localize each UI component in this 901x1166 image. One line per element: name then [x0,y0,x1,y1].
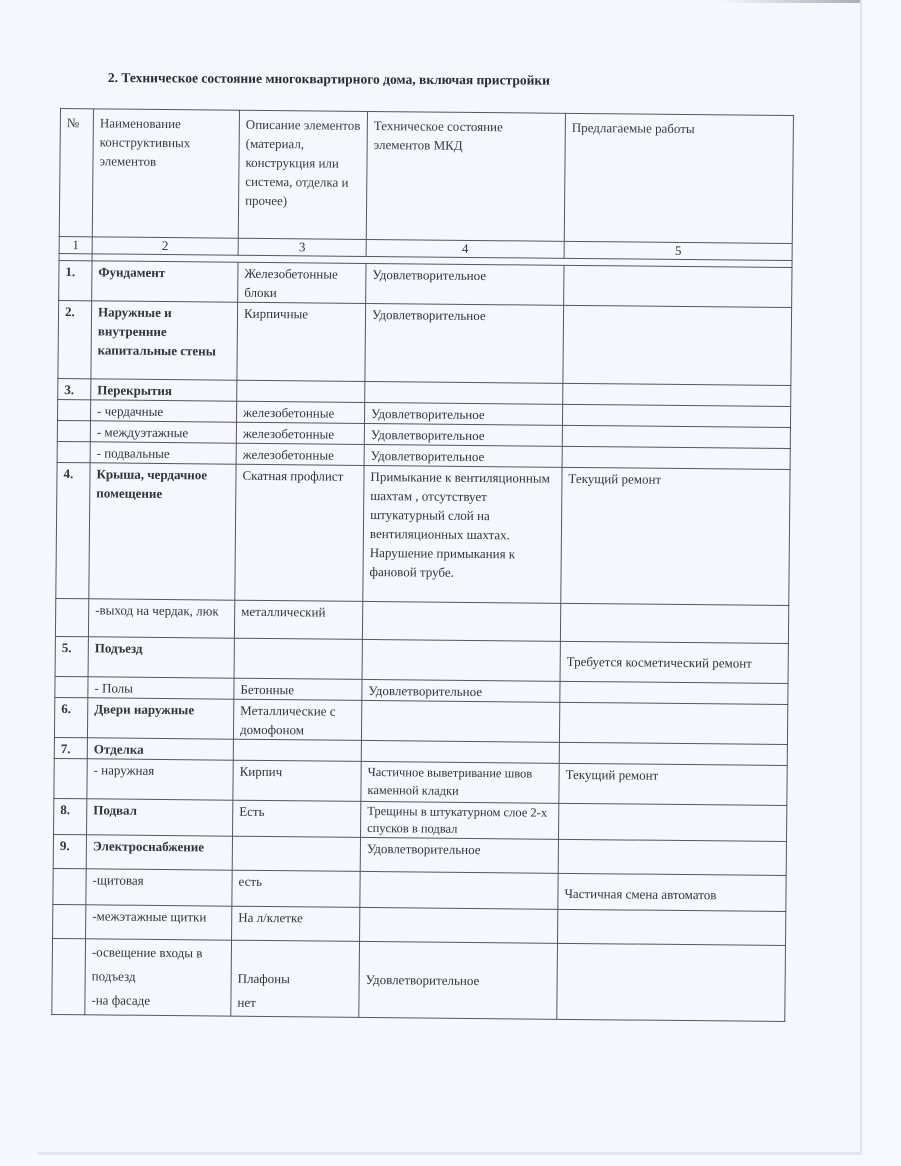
column-number-3: 3 [238,238,366,256]
row-number: 9. [53,834,86,868]
row-number [53,904,86,938]
column-number-4: 4 [366,239,564,258]
element-description-line: нет [237,994,256,1010]
proposed-works [557,943,786,1021]
page-edge-top [720,0,862,3]
element-condition: Удовлетворительное [364,402,562,425]
proposed-works [564,265,792,307]
element-name: - подвальные [90,442,236,464]
proposed-works [562,404,790,427]
proposed-works [562,425,790,448]
proposed-works: Требуется косметический ремонт [560,641,788,683]
proposed-works [558,909,786,945]
element-condition: Удовлетворительное [364,444,562,467]
row-number [55,598,88,636]
element-condition [360,871,558,909]
element-description: железобетонные [236,443,364,465]
element-description: металлический [234,600,362,639]
technical-condition-table [51,108,794,1022]
element-name: Наружные и внутренние капитальные стены [91,301,238,380]
element-condition [361,740,559,763]
element-condition [361,700,559,742]
header-condition: Техническое состояние элементов МКД [366,111,565,241]
element-name: Подвал [87,799,233,836]
technical-condition-table-wrapper [51,108,794,1022]
element-name: Подъезд [88,637,234,678]
element-description-line: Плафоны [237,970,290,987]
row-number: 5. [55,636,88,676]
element-name-line: -освещение входы в подъезд [91,944,203,984]
row-number: 1. [59,260,92,300]
element-description [231,940,360,1017]
proposed-works [558,839,786,875]
element-description: Есть [233,800,361,837]
element-condition: Примыкание к вентиляционным шахтам , отсутствует штукатурный слой на вентиляционных шахтах. Нарушение примыкания к фановой трубе. [363,465,562,603]
element-name: Двери наружные [87,698,233,739]
row-number: 3. [58,378,91,399]
element-condition [362,639,560,681]
element-name: -щитовая [86,869,232,906]
element-name: -выход на чердак, люк [88,599,234,638]
element-condition: Удовлетворительное [362,679,560,702]
element-condition [362,601,560,641]
proposed-works: Текущий ремонт [561,467,790,605]
column-number-1: 1 [59,236,92,253]
row-number [53,868,86,904]
element-condition: Удовлетворительное [359,941,558,1019]
row-number [57,420,90,441]
proposed-works: Частичная смена автоматов [558,873,786,911]
page-edge-bottom [38,1152,862,1155]
element-condition [360,907,558,943]
row-number: 8. [54,798,87,834]
page-edge-right [860,0,862,1155]
element-description: железобетонные [236,422,364,444]
element-condition: Удовлетворительное [360,837,558,873]
row-number [58,399,91,420]
proposed-works [559,742,787,765]
table-row [59,260,792,307]
proposed-works: Текущий ремонт [559,763,787,805]
element-condition: Удовлетворительное [366,263,564,305]
element-name-line: -на фасаде [91,992,151,1008]
element-description: Кирпич [233,760,361,801]
table-row [55,636,788,683]
element-condition: Трещины в штукатурном слое 2-х спусков в подвал [361,801,559,839]
element-description: Кирпичные [237,302,366,381]
element-name: - чердачные [90,400,236,422]
header-element-name: Наименование конструктивных элементов [92,109,239,238]
element-condition: Удовлетворительное [364,423,562,446]
row-number [57,441,90,462]
section-title: 2. Техническое состояние многоквартирного дома, включая пристройки [107,70,551,88]
element-description: есть [232,870,360,907]
row-number: 4. [56,462,90,598]
element-description: Металлические с домофоном [233,699,361,740]
table-row [54,758,787,805]
element-description: Железобетонные блоки [238,262,366,303]
column-number-5: 5 [564,241,792,260]
proposed-works [562,446,790,469]
proposed-works [560,603,788,643]
row-number: 6. [54,697,87,737]
element-name: -межэтажные щитки [86,905,232,940]
element-name: Фундамент [92,261,238,302]
header-row [59,109,793,244]
element-condition [365,381,563,404]
proposed-works [563,305,792,385]
table-row [58,300,792,385]
element-name: Крыша, чердачное помещение [89,463,236,600]
element-description [237,380,365,402]
element-condition: Частичное выветривание швов каменной кладки [361,761,559,803]
row-number: 2. [58,300,92,378]
element-description [232,836,360,871]
element-condition: Удовлетворительное [365,303,564,383]
proposed-works [559,702,787,744]
table-row [54,697,787,744]
row-number [52,938,86,1014]
element-name [85,939,232,1016]
table-row [56,462,790,605]
header-proposed-works: Предлагаемые работы [564,113,793,243]
row-number [54,758,87,798]
element-description: На л/клетке [232,906,360,941]
column-number-2: 2 [92,237,238,255]
header-number: № [59,109,93,237]
row-number [55,676,88,697]
header-description: Описание элементов (материал, конструкция или система, отделка и прочее) [238,110,367,239]
element-description: Бетонные [234,678,362,700]
element-description [234,638,362,679]
element-description [233,739,361,761]
element-description: Скатная профлист [235,464,364,601]
element-name: - междуэтажные [90,421,236,443]
row-number: 7. [54,737,87,758]
table-row [52,938,786,1021]
proposed-works [559,803,787,841]
element-name: - Полы [88,677,234,699]
element-name: - наружная [87,759,233,800]
proposed-works [560,681,788,704]
element-description: железобетонные [236,401,364,423]
element-name: Отделка [87,738,233,760]
proposed-works [563,383,791,406]
element-name: Перекрытия [91,379,237,401]
element-name: Электроснабжение [86,835,232,870]
